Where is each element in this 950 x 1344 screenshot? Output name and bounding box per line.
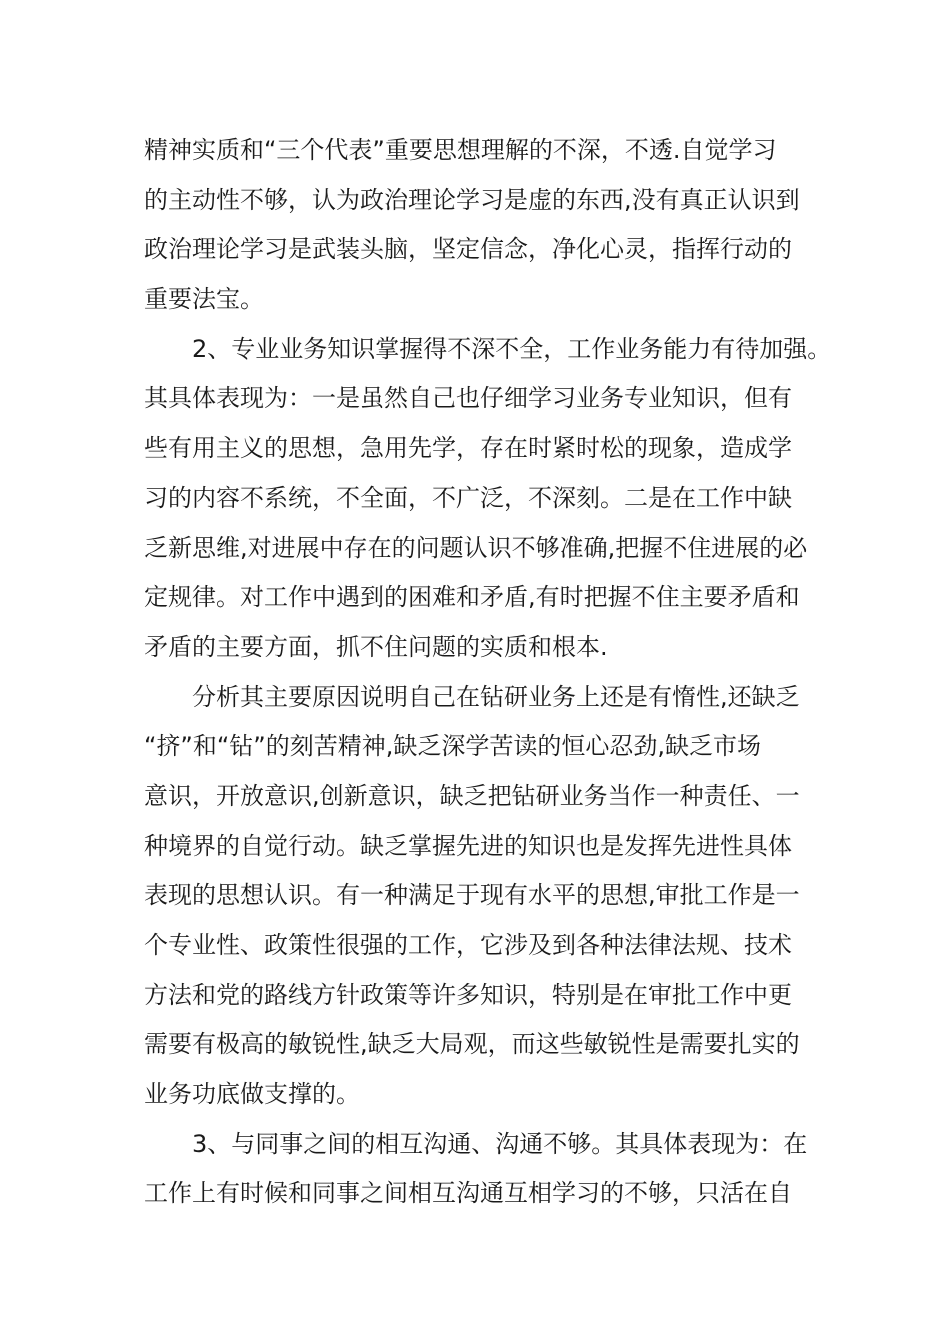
- paragraph-first-line: 3、与同事之间的相互沟通、沟通不够。其具体表现为：在: [192, 1129, 808, 1158]
- text-line: 乏新思维,对进展中存在的问题认识不够准确,把握不住进展的必: [144, 533, 808, 562]
- text-line: “挤”和“钻”的刻苦精神,缺乏深学苦读的恒心忍劲,缺乏市场: [144, 732, 761, 761]
- text-line: 政治理论学习是武装头脑，坚定信念，净化心灵，指挥行动的: [144, 235, 792, 264]
- text-line: 重要法宝。: [144, 285, 264, 314]
- text-line: 方法和党的路线方针政策等许多知识，特别是在审批工作中更: [144, 980, 792, 1009]
- text-line: 意识，开放意识,创新意识，缺乏把钻研业务当作一种责任、一: [144, 781, 800, 810]
- text-line: 些有用主义的思想，急用先学，存在时紧时松的现象，造成学: [144, 434, 792, 463]
- body-text: [144, 126, 832, 1219]
- text-line: 种境界的自觉行动。缺乏掌握先进的知识也是发挥先进性具体: [144, 831, 792, 860]
- text-line: 表现的思想认识。有一种满足于现有水平的思想,审批工作是一: [144, 881, 800, 910]
- text-line: 业务功底做支撑的。: [144, 1080, 360, 1109]
- text-line: 的主动性不够，认为政治理论学习是虚的东西,没有真正认识到: [144, 185, 800, 214]
- text-line: 工作上有时候和同事之间相互沟通互相学习的不够，只活在自: [144, 1179, 792, 1208]
- text-line: 习的内容不系统，不全面，不广泛，不深刻。二是在工作中缺: [144, 483, 792, 512]
- paragraph-first-line: 分析其主要原因说明自己在钻研业务上还是有惰性,还缺乏: [192, 682, 800, 711]
- text-line: 精神实质和“三个代表”重要思想理解的不深，不透.自觉学习: [144, 136, 777, 164]
- text-line: 个专业性、政策性很强的工作，它涉及到各种法律法规、技术: [144, 931, 792, 959]
- text-line: 矛盾的主要方面，抓不住问题的实质和根本.: [144, 632, 608, 661]
- text-line: 其具体表现为：一是虽然自己也仔细学习业务专业知识，但有: [144, 384, 792, 413]
- text-line: 定规律。对工作中遇到的困难和矛盾,有时把握不住主要矛盾和: [144, 583, 800, 612]
- text-line: 需要有极高的敏锐性,缺乏大局观，而这些敏锐性是需要扎实的: [144, 1030, 800, 1059]
- paragraph-first-line: 2、专业业务知识掌握得不深不全，工作业务能力有待加强。: [192, 334, 832, 363]
